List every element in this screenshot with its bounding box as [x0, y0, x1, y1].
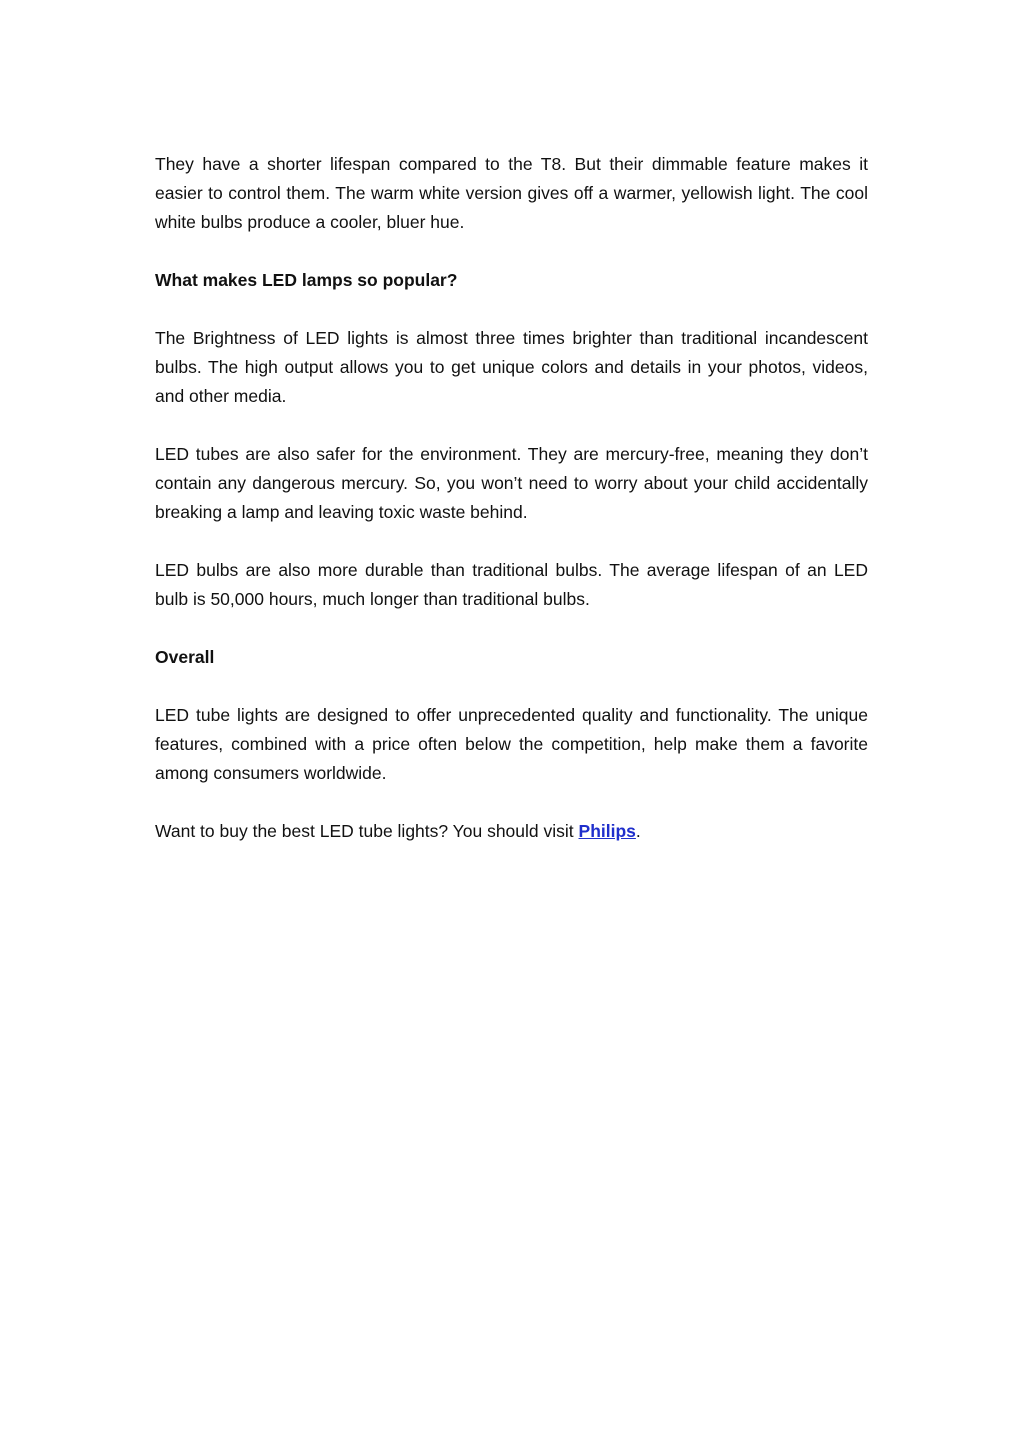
- paragraph-overall: LED tube lights are designed to offer unprecedented quality and functionality. The unique features, combined with a price often below the competition, help make them a favorite among consumers worldwide.: [155, 705, 868, 783]
- paragraph-durability: LED bulbs are also more durable than traditional bulbs. The average lifespan of an LED bulb is 50,000 hours, much longer than traditional bulbs.: [155, 560, 868, 609]
- heading-overall: Overall: [155, 647, 215, 667]
- document-page: [155, 150, 868, 875]
- cta-period: .: [635, 821, 641, 841]
- philips-link[interactable]: Philips: [578, 821, 636, 841]
- paragraph-brightness: The Brightness of LED lights is almost three times brighter than traditional incandescent bulbs. The high output allows you to get unique colors and details in your photos, videos, and other media.: [155, 328, 868, 406]
- cta-text: Want to buy the best LED tube lights? You should visit: [155, 821, 579, 841]
- call-to-action: [155, 817, 868, 846]
- paragraph-environment: LED tubes are also safer for the environment. They are mercury-free, meaning they don’t contain any dangerous mercury. So, you won’t need to worry about your child accidentally breaking a lamp and leaving toxic waste behind.: [155, 444, 868, 522]
- paragraph-lifespan: They have a shorter lifespan compared to the T8. But their dimmable feature makes it easier to control them. The warm white version gives off a warmer, yellowish light. The cool white bulbs produce a cooler, bluer hue.: [155, 154, 868, 232]
- heading-popularity: What makes LED lamps so popular?: [155, 270, 458, 290]
